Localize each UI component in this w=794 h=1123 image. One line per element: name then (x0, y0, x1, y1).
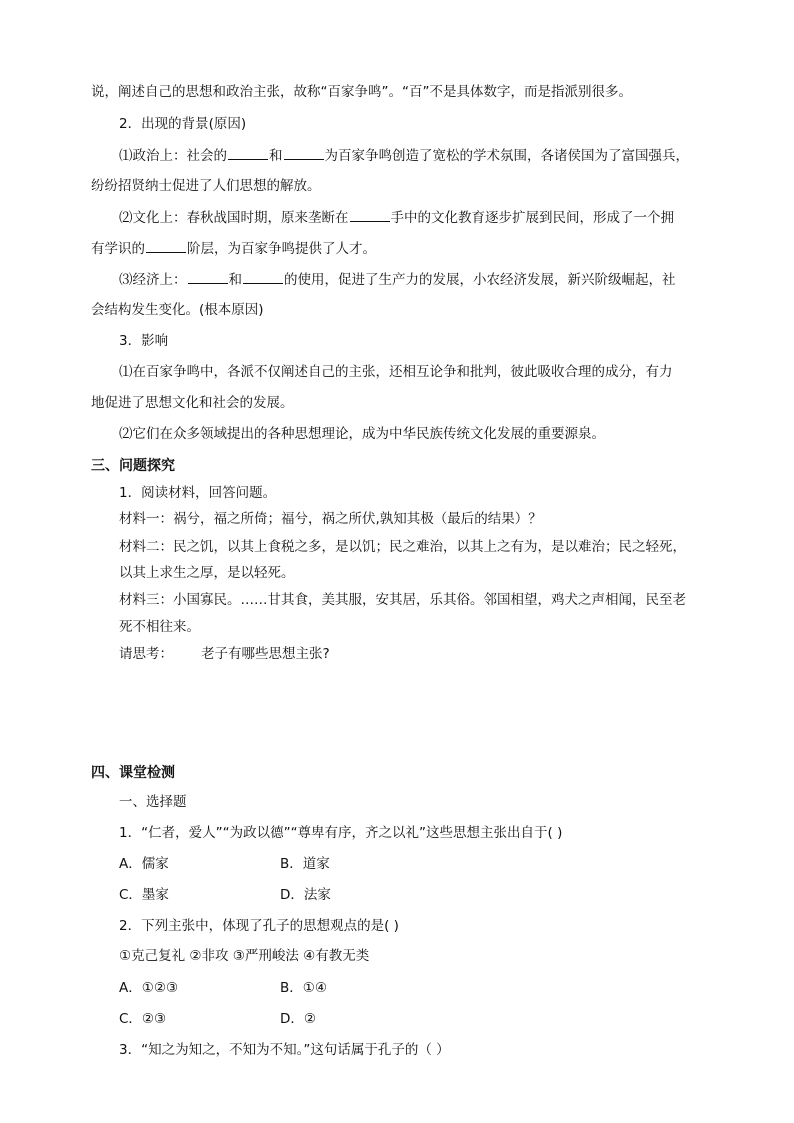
q1-option-c[interactable]: C．墨家 (119, 887, 169, 903)
material-1: 材料一：祸兮，福之所倚；福兮，祸之所伏,孰知其极（最后的结果）？ (119, 511, 542, 527)
material-2-cont: 以其上求生之厚，是以轻死。 (119, 565, 295, 581)
impact-p2: ⑵它们在众多领域提出的各种思想理论，成为中华民族传统文化发展的重要源泉。 (119, 426, 605, 442)
inquiry-heading: 三、问题探究 (91, 458, 175, 474)
impact-p1: ⑴在百家争鸣中，各派不仅阐述自己的主张，还相互论争和批判，彼此吸收合理的成分，有力 (119, 364, 673, 380)
impact-heading: 3．影响 (119, 333, 169, 349)
question-1: 1．“仁者，爱人”“为政以德”“尊卑有序，齐之以礼”这些思想主张出自于( ) (119, 825, 563, 841)
check-subheading: 一、选择题 (119, 794, 187, 810)
background-heading: 2．出现的背景(原因) (119, 116, 247, 132)
q2-option-a[interactable]: A．①②③ (119, 980, 179, 996)
fill-blank[interactable] (228, 145, 268, 160)
check-heading: 四、课堂检测 (91, 765, 175, 781)
fill-blank[interactable] (188, 269, 228, 284)
think-question: 老子有哪些思想主张? (201, 646, 330, 662)
fill-blank[interactable] (284, 145, 324, 160)
fill-blank[interactable] (243, 269, 283, 284)
politics-line: ⑴政治上：社会的 和 为百家争鸣创造了宽松的学术氛围，各诸侯国为了富国强兵， (119, 145, 689, 166)
q1-option-a[interactable]: A．儒家 (119, 856, 169, 872)
q2-option-b[interactable]: B．①④ (280, 980, 327, 996)
question-3: 3．“知之为知之，不知为不知。”这句话属于孔子的（ ） (119, 1042, 450, 1058)
question-2: 2．下列主张中，体现了孔子的思想观点的是( ) (119, 918, 399, 934)
fill-blank[interactable] (350, 207, 390, 222)
culture-line-cont: 有学识的 阶层，为百家争鸣提供了人才。 (91, 238, 376, 259)
q2-option-d[interactable]: D．② (280, 1011, 316, 1027)
q2-option-c[interactable]: C．②③ (119, 1011, 167, 1027)
material-3-cont: 死不相往来。 (119, 619, 200, 635)
politics-line-cont: 纷纷招贤纳士促进了人们思想的解放。 (91, 178, 321, 194)
impact-p1-cont: 地促进了思想文化和社会的发展。 (91, 395, 294, 411)
inquiry-q1: 1．阅读材料，回答问题。 (119, 485, 277, 501)
q1-option-d[interactable]: D．法家 (280, 887, 331, 903)
think-label: 请思考： (119, 646, 173, 662)
fill-blank[interactable] (146, 238, 186, 253)
intro-line: 说，阐述自己的思想和政治主张，故称“百家争鸣”。“百”不是具体数字，而是指派别很多。 (91, 84, 632, 100)
think-prompt (119, 644, 330, 664)
material-2: 材料二：民之饥，以其上食税之多，是以饥；民之难治，以其上之有为，是以难治；民之轻死， (119, 539, 686, 555)
question-2-items: ①克己复礼 ②非攻 ③严刑峻法 ④有教无类 (119, 948, 370, 964)
economy-line: ⑶经济上： 和 的使用，促进了生产力的发展，小农经济发展，新兴阶级崛起，社 (119, 269, 676, 290)
q1-option-b[interactable]: B．道家 (280, 856, 330, 872)
culture-line: ⑵文化上：春秋战国时期，原来垄断在 手中的文化教育逐步扩展到民间，形成了一个拥 (119, 207, 674, 228)
economy-line-cont: 会结构发生变化。(根本原因) (91, 302, 264, 318)
material-3: 材料三：小国寡民。……甘其食，美其服，安其居，乐其俗。邻国相望，鸡犬之声相闻，民至老 (119, 592, 686, 608)
